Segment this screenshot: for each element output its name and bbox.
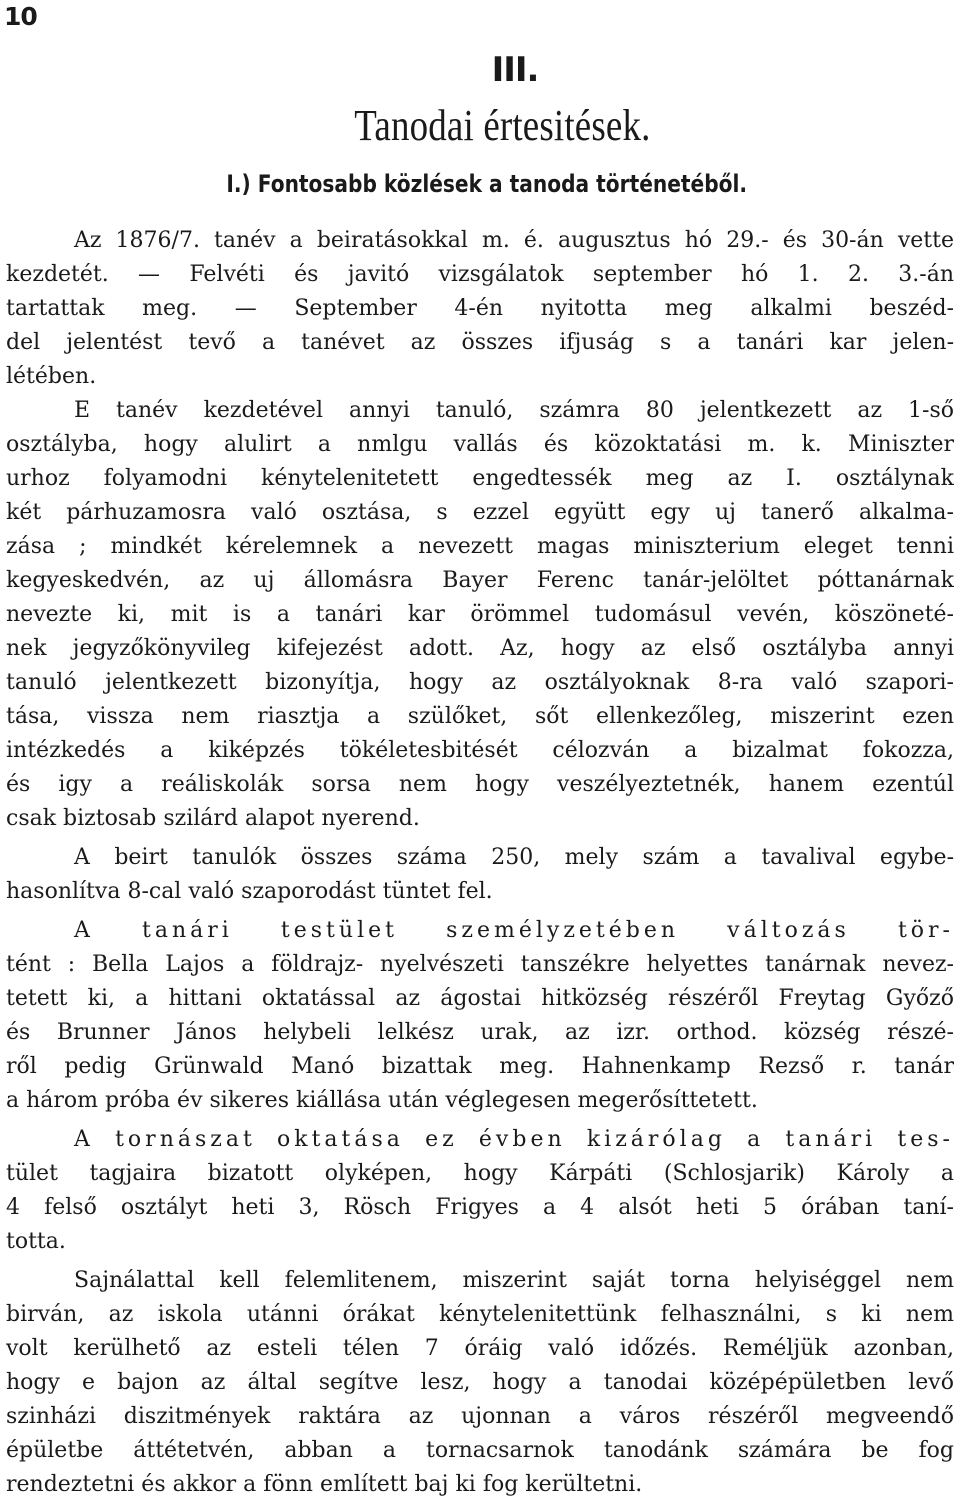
text-line: E tanév kezdetével annyi tanuló, számra 80 jelentkezett az 1-ső	[74, 398, 954, 423]
text-line: intézkedés a kiképzés tökéletesbitését célozván a bizalmat fokozza,	[6, 738, 954, 763]
text-line: hogy e bajon az által segítve lesz, hogy a tanodai középépületben levő	[6, 1370, 954, 1395]
section-number: III.	[491, 50, 539, 90]
text-line: ről pedig Grünwald Manó bizattak meg. Hahnenkamp Rezső r. tanár	[6, 1054, 954, 1079]
text-line: kegyeskedvén, az uj állomásra Bayer Ferenc tanár-jelöltet póttanárnak	[6, 568, 954, 593]
text-line: osztályba, hogy alulirt a nmlgu vallás és közoktatási m. k. Miniszter	[6, 432, 954, 457]
text-line: del jelentést tevő a tanévet az összes ifjuság s a tanári kar jelen-	[6, 330, 954, 355]
text-line: zása ; mindkét kérelemnek a nevezett magas miniszterium eleget tenni	[6, 534, 954, 559]
text-line: és Brunner János helybeli lelkész urak, az izr. orthod. község részé-	[6, 1020, 954, 1045]
text-line: és igy a reáliskolák sorsa nem hogy veszélyeztetnék, hanem ezentúl	[6, 772, 954, 797]
text-line: nevezte ki, mit is a tanári kar örömmel tudomásul vevén, köszöneté-	[6, 602, 954, 627]
text-line: létében.	[6, 364, 97, 389]
text-line: tetett ki, a hittani oktatással az ágostai hitközség részéről Freytag Győző	[6, 986, 954, 1011]
text-line: A beirt tanulók összes száma 250, mely szám a tavalival egybe-	[74, 845, 954, 870]
page-number: 10	[4, 2, 37, 31]
text-line: a három próba év sikeres kiállása után véglegesen megerősíttetett.	[6, 1088, 758, 1113]
text-line: rendeztetni és akkor a fönn említett baj ki fog kerültetni.	[6, 1472, 643, 1497]
text-line: tület tagjaira bizatott olyképen, hogy Kárpáti (Schlosjarik) Károly a	[6, 1161, 954, 1186]
text-line: tartattak meg. — September 4-én nyitotta meg alkalmi beszéd-	[6, 296, 954, 321]
text-line: A tanári testület személyzetében változás tör-	[74, 918, 954, 943]
text-line: nek jegyzőkönyvileg kifejezést adott. Az, hogy az első osztályba annyi	[6, 636, 954, 661]
text-line: hasonlítva 8-cal való szaporodást tüntet fel.	[6, 879, 493, 904]
text-line: csak biztosab szilárd alapot nyerend.	[6, 806, 420, 831]
text-line: Sajnálattal kell felemlitenem, miszerint saját torna helyiséggel nem	[74, 1268, 954, 1293]
text-line: 4 felső osztályt heti 3, Rösch Frigyes a 4 alsót heti 5 órában taní-	[6, 1195, 954, 1220]
body-text	[6, 224, 954, 1502]
text-line: volt kerülhető az esteli télen 7 óráig való időzés. Reméljük azonban,	[6, 1336, 954, 1361]
page-title: Tanodai értesitések.	[354, 101, 651, 150]
text-line: tanuló jelentkezett bizonyítja, hogy az osztályoknak 8-ra való szapori-	[6, 670, 954, 695]
text-line: birván, az iskola utánni órákat kénytelenitettünk felhasználni, s ki nem	[6, 1302, 954, 1327]
text-line: épületbe áttétetvén, abban a tornacsarnok tanodánk számára be fog	[6, 1438, 954, 1463]
text-line: urhoz folyamodni kénytelenitetett engedtessék meg az I. osztálynak	[6, 466, 954, 491]
text-line: Az 1876/7. tanév a beiratásokkal m. é. augusztus hó 29.- és 30-án vette	[74, 228, 954, 253]
text-line: totta.	[6, 1229, 66, 1254]
text-line: tént : Bella Lajos a földrajz- nyelvészeti tanszékre helyettes tanárnak nevez-	[6, 952, 954, 977]
text-line: két párhuzamosra való osztása, s ezzel együtt egy uj tanerő alkalma-	[6, 500, 954, 525]
text-line: A tornászat oktatása ez évben kizárólag a tanári tes-	[74, 1127, 954, 1152]
text-line: tása, vissza nem riasztja a szülőket, sőt ellenkezőleg, miszerint ezen	[6, 704, 954, 729]
section-subtitle: I.) Fontosabb közlések a tanoda történetéből.	[226, 170, 748, 198]
text-line: szinházi diszitmények raktára az ujonnan a város részéről megveendő	[6, 1404, 954, 1429]
text-line: kezdetét. — Felvéti és javitó vizsgálatok september hó 1. 2. 3.-án	[6, 262, 954, 287]
